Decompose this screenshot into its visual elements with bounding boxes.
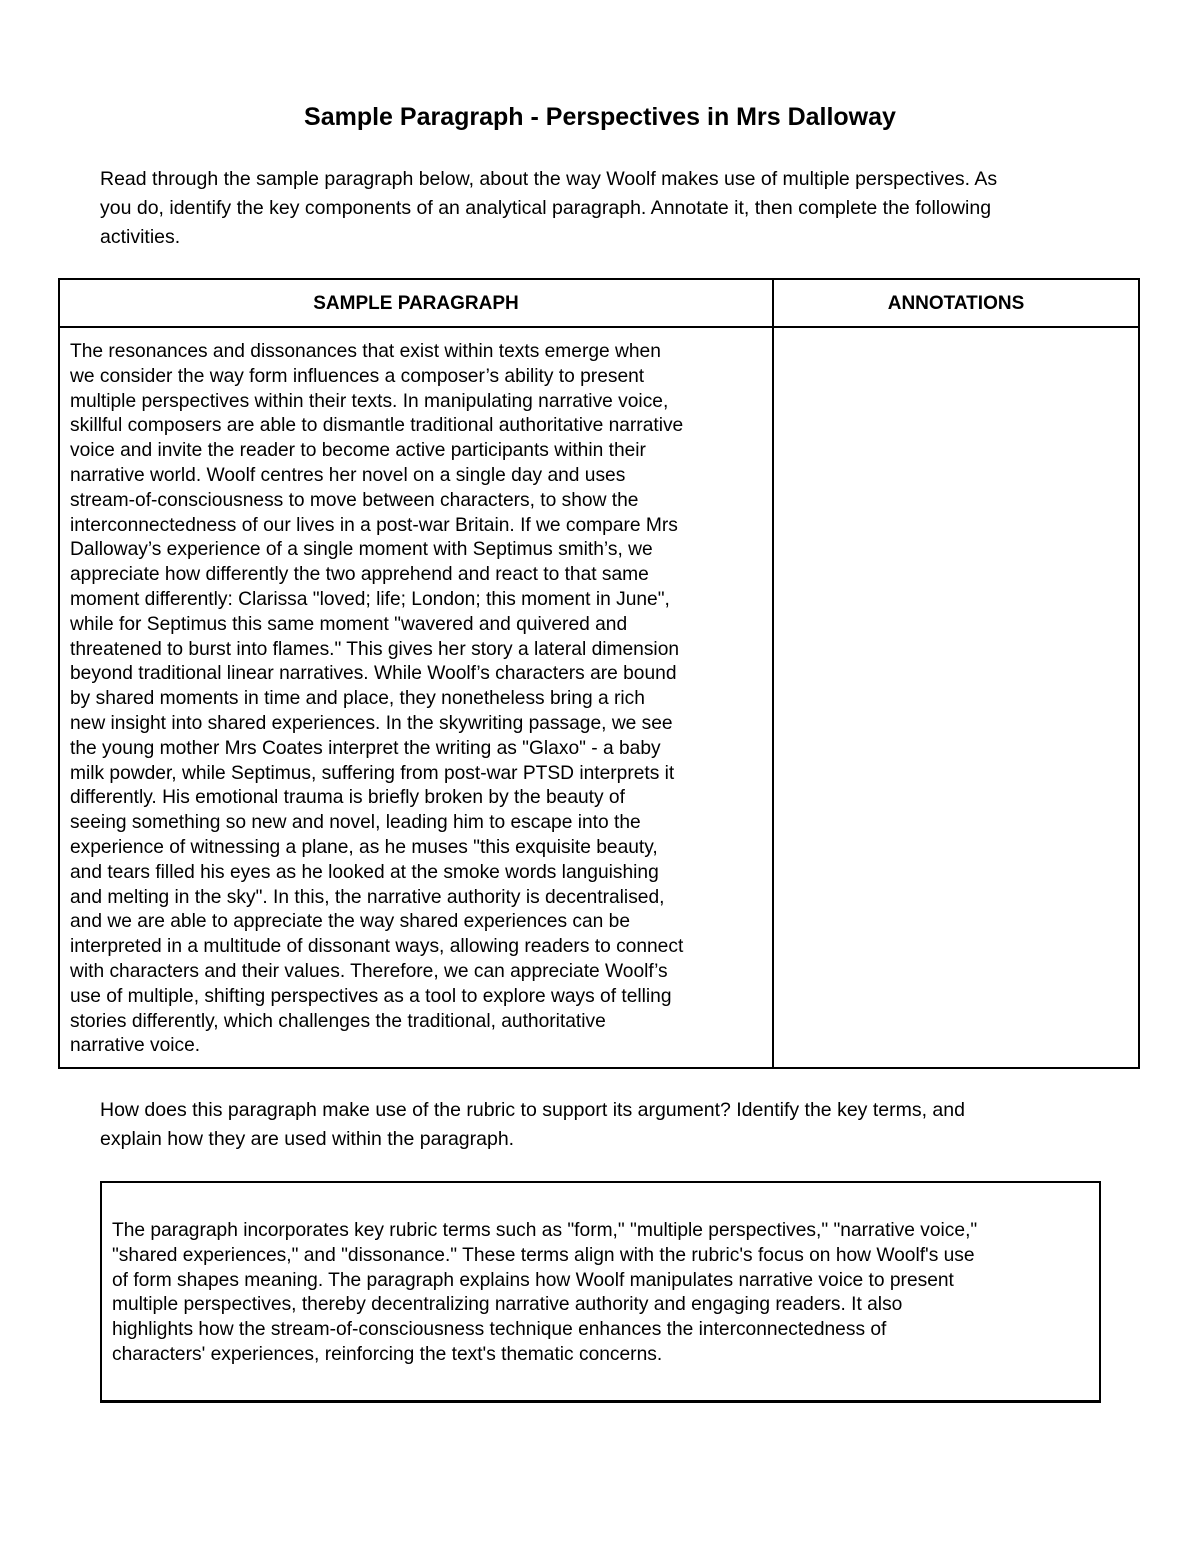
sample-line: stories differently, which challenges the traditional, authoritative [70, 1010, 606, 1032]
question-text [100, 1096, 1110, 1154]
intro-line: you do, identify the key components of an analytical paragraph. Annotate it, then complete the following [100, 197, 992, 219]
sample-line: interconnectedness of our lives in a post-war Britain. If we compare Mrs [70, 514, 678, 536]
sample-line: Dalloway’s experience of a single moment with Septimus smith’s, we [70, 539, 653, 561]
sample-paragraph-table [58, 278, 1140, 1069]
intro-line: activities. [100, 226, 181, 248]
answer-box[interactable] [100, 1181, 1101, 1403]
sample-line: multiple perspectives within their texts. In manipulating narrative voice, [70, 390, 669, 412]
intro-line: Read through the sample paragraph below, about the way Woolf makes use of multiple perspectives. As [100, 168, 998, 190]
question-line: How does this paragraph make use of the rubric to support its argument? Identify the key terms, and [100, 1099, 965, 1121]
sample-line: and tears filled his eyes as he looked at the smoke words languishing [70, 861, 659, 883]
sample-line: beyond traditional linear narratives. While Woolf’s characters are bound [70, 663, 677, 685]
answer-line: characters' experiences, reinforcing the text's thematic concerns. [112, 1343, 663, 1365]
annotations-cell[interactable] [774, 328, 1138, 1067]
sample-line: the young mother Mrs Coates interpret the writing as "Glaxo" - a baby [70, 737, 661, 759]
question-line: explain how they are used within the paragraph. [100, 1128, 515, 1150]
sample-line: stream-of-consciousness to move between characters, to show the [70, 489, 639, 511]
sample-line: narrative voice. [70, 1035, 201, 1057]
sample-line: we consider the way form influences a composer’s ability to present [70, 365, 645, 387]
page-title: Sample Paragraph - Perspectives in Mrs Dalloway [304, 103, 896, 131]
sample-line: The resonances and dissonances that exist within texts emerge when [70, 341, 661, 362]
annotations-header: ANNOTATIONS [887, 293, 1025, 314]
sample-line: milk powder, while Septimus, suffering from post-war PTSD interprets it [70, 762, 675, 784]
answer-line: of form shapes meaning. The paragraph explains how Woolf manipulates narrative voice to present [112, 1269, 954, 1291]
sample-paragraph-header: SAMPLE PARAGRAPH [313, 293, 519, 314]
sample-line: interpreted in a multitude of dissonant ways, allowing readers to connect [70, 936, 684, 958]
intro-text [100, 165, 1110, 252]
sample-line: seeing something so new and novel, leading him to escape into the [70, 812, 641, 834]
sample-line: new insight into shared experiences. In the skywriting passage, we see [70, 712, 673, 734]
sample-paragraph-text [70, 340, 770, 1059]
sample-line: and we are able to appreciate the way shared experiences can be [70, 911, 630, 933]
sample-line: and melting in the sky". In this, the narrative authority is decentralised, [70, 886, 665, 908]
sample-line: while for Septimus this same moment "wavered and quivered and [70, 613, 628, 635]
sample-line: use of multiple, shifting perspectives as a tool to explore ways of telling [70, 985, 672, 1007]
answer-line: The paragraph incorporates key rubric terms such as "form," "multiple perspectives," "narrative voice," [112, 1220, 978, 1241]
sample-line: threatened to burst into flames." This gives her story a lateral dimension [70, 638, 680, 660]
sample-line: differently. His emotional trauma is briefly broken by the beauty of [70, 787, 625, 809]
answer-text [112, 1219, 1092, 1368]
sample-line: by shared moments in time and place, they nonetheless bring a rich [70, 688, 645, 710]
sample-line: moment differently: Clarissa "loved; life; London; this moment in June", [70, 588, 670, 610]
sample-line: experience of witnessing a plane, as he muses "this exquisite beauty, [70, 836, 658, 858]
answer-line: multiple perspectives, thereby decentralizing narrative authority and engaging readers. It also [112, 1294, 903, 1316]
sample-line: with characters and their values. Therefore, we can appreciate Woolf’s [70, 960, 668, 982]
answer-line: "shared experiences," and "dissonance." These terms align with the rubric's focus on how Woolf's use [112, 1244, 975, 1266]
sample-line: voice and invite the reader to become active participants within their [70, 440, 646, 462]
sample-line: narrative world. Woolf centres her novel on a single day and uses [70, 464, 626, 486]
sample-line: skillful composers are able to dismantle traditional authoritative narrative [70, 415, 684, 437]
sample-line: appreciate how differently the two apprehend and react to that same [70, 564, 649, 586]
answer-line: highlights how the stream-of-consciousness technique enhances the interconnectedness of [112, 1319, 887, 1341]
